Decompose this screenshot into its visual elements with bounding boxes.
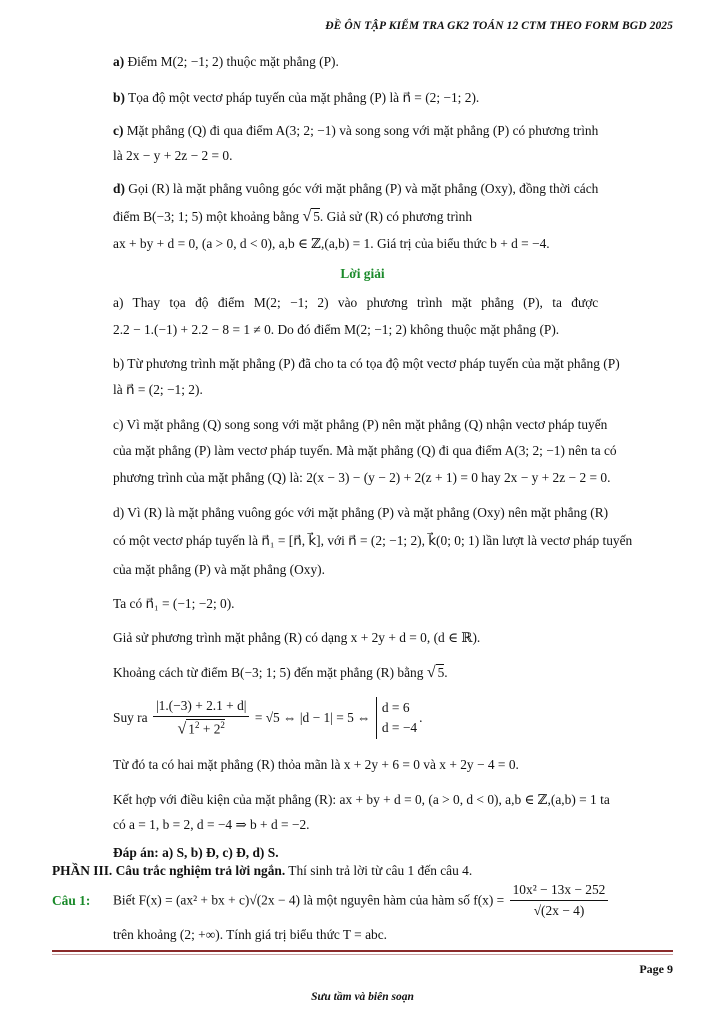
statement-b: b) Tọa độ một vectơ pháp tuyến của mặt phẳng (P) là n⃗ = (2; −1; 2). (113, 90, 480, 105)
statement-c-text: Mặt phẳng (Q) đi qua điểm A(3; 2; −1) và song song với mặt phẳng (P) có phương trình (126, 123, 599, 138)
statement-d-line2: điểm B(−3; 1; 5) một khoảng bằng √ 5. Giả sử (R) có phương trình (113, 208, 473, 225)
sqrt-symbol: √ (302, 208, 312, 225)
footer-separator (52, 950, 673, 952)
case-bracket: d = 6 d = −4 (376, 697, 417, 739)
statement-c: c) Mặt phẳng (Q) đi qua điểm A(3; 2; −1) và song song với mặt phẳng (P) có phương trình (113, 123, 599, 138)
solution-c-line1: c) Vì mặt phẳng (Q) song song với mặt phẳng (P) nên mặt phẳng (Q) nhận vectơ pháp tuyến (113, 417, 608, 432)
statement-a: a) Điểm M(2; −1; 2) thuộc mặt phẳng (P). (113, 54, 339, 69)
solution-c-line3: phương trình của mặt phẳng (Q) là: 2(x − 3) − (y − 2) + 2(z + 1) = 0 hay 2x − y + 2z − 2 = 0. (113, 470, 611, 485)
footer-separator-thin (52, 954, 673, 955)
statement-b-text: Tọa độ một vectơ pháp tuyến của mặt phẳng (P) là n⃗ = (2; −1; 2). (128, 90, 480, 105)
question-1-text: Biết F(x) = (ax² + bx + c)√(2x − 4) là một nguyên hàm của hàm số f(x) = $\frac{\text{10x² − 13x − 252}}{√(2x - 4)}$ (113, 882, 610, 919)
solution-d-line1: d) Vì (R) là mặt phẳng vuông góc với mặt phẳng (P) và mặt phẳng (Oxy) nên mặt phẳng (R) (113, 505, 609, 520)
solution-d-line6: Khoảng cách từ điểm B(−3; 1; 5) đến mặt phẳng (R) bằng √ 5. (113, 664, 448, 681)
solution-a-line2: 2.2 − 1.(−1) + 2.2 − 8 = 1 ≠ 0. Do đó điểm M(2; −1; 2) không thuộc mặt phẳng (P). (113, 322, 560, 337)
solution-d-line8: Từ đó ta có hai mặt phẳng (R) thỏa mãn là x + 2y + 6 = 0 và x + 2y − 4 = 0. (113, 757, 519, 772)
statement-d-line3: ax + by + d = 0, (a > 0, d < 0), a,b ∈ ℤ,(a,b) = 1. Giá trị của biểu thức b + d = −4. (113, 236, 550, 251)
solution-d-distance: Suy ra $\frac{|1.(-3) + 2.1 + d|}{√ 1^2 + 2^2}$ = √5 ⇔ |d − 1| = 5 ⇔ d = 6 d = −4 . (113, 697, 423, 738)
page-header: ĐỀ ÔN TẬP KIỂM TRA GK2 TOÁN 12 CTM THEO FORM BGD 2025 (325, 20, 673, 32)
statement-d: d) Gọi (R) là mặt phẳng vuông góc với mặt phẳng (P) và mặt phẳng (Oxy), đồng thời cách (113, 181, 599, 196)
part3-heading: PHẦN III. Câu trắc nghiệm trả lời ngắn. Thí sinh trả lời từ câu 1 đến câu 4. (52, 863, 473, 878)
question-1-fraction: $\frac{\text{10x² − 13x − 252}}{√(2x - 4)}$ (510, 882, 609, 919)
solution-b-line2: là n⃗ = (2; −1; 2). (113, 382, 203, 397)
solution-a-line1: a) Thay tọa độ điểm M(2; −1; 2) vào phương trình mặt phẳng (P), ta được (113, 295, 599, 310)
distance-fraction: $\frac{|1.(-3) + 2.1 + d|}{√ 1^2 + 2^2}$ (153, 698, 250, 738)
statement-c-line2: là 2x − y + 2z − 2 = 0. (113, 148, 233, 163)
solution-d-line9: Kết hợp với điều kiện của mặt phẳng (R): ax + by + d = 0, (a > 0, d < 0), a,b ∈ ℤ,(a,b) = 1 ta (113, 792, 610, 807)
answer-line: Đáp án: a) S, b) Đ, c) Đ, d) S. (113, 845, 279, 860)
question-1-label: Câu 1: (52, 893, 91, 908)
solution-d-line4: Ta có n⃗₁ = (−1; −2; 0). (113, 596, 235, 611)
solution-d-line2: có một vectơ pháp tuyến là n⃗₁ = [n⃗, k⃗], với n⃗ = (2; −1; 2), k⃗(0; 0; 1) lần lượt là vectơ pháp tuyến (113, 533, 633, 548)
footer-source: Sưu tầm và biên soạn (311, 991, 414, 1003)
solution-b-line1: b) Từ phương trình mặt phẳng (P) đã cho ta có tọa độ một vectơ pháp tuyến của mặt phẳng (P) (113, 356, 620, 371)
solution-d-line3: của mặt phẳng (P) và mặt phẳng (Oxy). (113, 562, 325, 577)
solution-c-line2: của mặt phẳng (P) làm vectơ pháp tuyến. Mà mặt phẳng (Q) đi qua điểm A(3; 2; −1) nên ta có (113, 443, 617, 458)
solution-title: Lời giải (340, 266, 385, 281)
page-number: Page 9 (639, 962, 673, 976)
statement-d-text: Gọi (R) là mặt phẳng vuông góc với mặt phẳng (P) và mặt phẳng (Oxy), đồng thời cách (128, 181, 599, 196)
question-1-line2: trên khoảng (2; +∞). Tính giá trị biểu thức T = abc. (113, 927, 387, 942)
solution-d-line10: có a = 1, b = 2, d = −4 ⇒ b + d = −2. (113, 817, 310, 832)
solution-d-line5: Giả sử phương trình mặt phẳng (R) có dạng x + 2y + d = 0, (d ∈ ℝ). (113, 630, 481, 645)
statement-a-text: Điểm M(2; −1; 2) thuộc mặt phẳng (P). (127, 54, 339, 69)
